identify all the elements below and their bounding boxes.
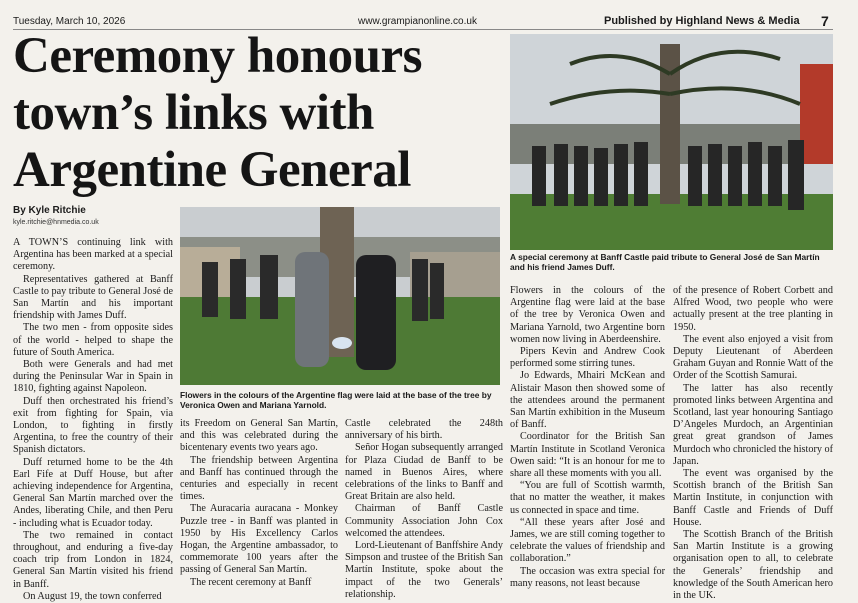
photo-caption: Flowers in the colours of the Argentine flag were laid at the base of the tree by Veronica Owen and Mariana Yarnold. xyxy=(180,390,492,410)
paragraph: of the presence of Robert Corbett and Alfred Wood, two people who were actually present at the tree planting in 1950. xyxy=(673,285,833,333)
website-url: www.grampianonline.co.uk xyxy=(358,16,477,27)
paragraph: Both were Generals and had met during the Peninsular War in Spain in 1810, fighting against Napoleon. xyxy=(13,359,173,395)
paragraph: Castle celebrated the 248th anniversary of his birth. xyxy=(345,418,503,442)
photo-flower-laying xyxy=(180,207,500,385)
paragraph: Lord-Lieutenant of Banffshire Andy Simpson and trustee of the British San Martín Institute, spoke about the impact of the two Generals’ relationship. xyxy=(345,540,503,600)
paragraph: Coordinator for the British San Martín Institute in Scotland Veronica Owen said: “It is an honour for me to share all these moments with you all. xyxy=(510,431,665,480)
headline: Ceremony honours town’s links with Argentine General xyxy=(13,28,422,198)
paragraph: A TOWN’S continuing link with Argentina has been marked at a special ceremony. xyxy=(13,237,173,273)
paragraph: On August 19, the town conferred xyxy=(23,590,162,602)
publisher-credit: Published by Highland News & Media xyxy=(604,15,800,27)
paragraph: Flowers in the colours of the Argentine flag were laid at the base of the tree by Veronica Owen and Mariana Yarnold, two Argentine born women now living in Aberdeenshire. xyxy=(510,285,665,345)
paragraph: The occasion was extra special for many reasons, not least because xyxy=(510,565,665,589)
article-column-2 xyxy=(180,418,338,589)
paragraph: The recent ceremony at Banff xyxy=(190,576,312,588)
article-column-5 xyxy=(673,285,833,602)
photo-caption: A special ceremony at Banff Castle paid tribute to General José de San Martín and his friend James Duff. xyxy=(510,252,820,272)
paragraph: Señor Hogan subsequently arranged for Plaza Ciudad de Banff to be named in Buenos Aires, where celebrations of the links to Banff and Great Britain are also held. xyxy=(345,442,503,503)
page-number: 7 xyxy=(821,13,829,29)
paragraph: Representatives gathered at Banff Castle to pay tribute to General José de San Martín and his important friendship with James Duff. xyxy=(13,273,173,322)
paragraph: The two men - from opposite sides of the world - helped to shape the future of South America. xyxy=(13,322,173,358)
paragraph: Pipers Kevin and Andrew Cook performed some stirring tunes. xyxy=(510,346,665,370)
paragraph: “You are full of Scottish warmth, that no matter the weather, it makes us connected in space and time. xyxy=(510,480,665,516)
paragraph: Jo Edwards, Mhairi McKean and Alistair Mason then showed some of the attendees around the permanent San Martín exhibition in the Museum of Banff. xyxy=(510,370,665,431)
author-email: kyle.ritchie@hnmedia.co.uk xyxy=(13,219,99,226)
paragraph: The Auracaria auracana - Monkey Puzzle tree - in Banff was planted in 1950 by His Excellency Carlos Hogan, the Argentine ambassador, to commemorate 100 years after the passing of General San Martín. xyxy=(180,503,338,576)
byline: By Kyle Ritchie xyxy=(13,205,86,216)
paragraph: The event was organised by the Scottish branch of the British San Martin Institute, in conjunction with Banff Castle and Friends of Duff House. xyxy=(673,468,833,528)
issue-date: Tuesday, March 10, 2026 xyxy=(13,16,126,27)
article-column-1 xyxy=(13,237,173,603)
article-column-3 xyxy=(345,418,503,601)
paragraph: The two remained in contact throughout, and enduring a five-day coach trip from London in 1824, General San Martín visited his friend in Banff. xyxy=(13,529,173,590)
paragraph: The Scottish Branch of the British San Martin Institute is a growing organisation open to all, to celebrate the Generals’ friendship and knowledge of the South American hero in the UK. xyxy=(673,529,833,602)
paragraph: Duff then orchestrated his friend’s exit from fighting for Spain, via London, to fighting in firstly Argentina, to free the country of their Spanish dictators. xyxy=(13,395,173,456)
article-column-4 xyxy=(510,285,665,590)
paragraph: Duff returned home to be the 4th Earl Fife at Duff House, but after achieving independence for Argentina, General San Martín marched over the Andes, liberating Chile, and then Peru - including what is Ecuador today. xyxy=(13,456,173,529)
photo-group-ceremony xyxy=(510,34,833,250)
paragraph: The friendship between Argentina and Banff has continued through the centuries and especially in recent times. xyxy=(180,454,338,503)
paragraph: “All these years after José and James, we are still coming together to celebrate the values of friendship and collaboration.” xyxy=(510,516,665,565)
paragraph: its Freedom on General San Martín, and this was celebrated during the bicentenary events two years ago. xyxy=(180,418,338,454)
paragraph: The event also enjoyed a visit from Deputy Lieutenant of Aberdeen Graham Guyan and Ronnie Watt of the Order of the Scottish Samurai. xyxy=(673,333,833,382)
paragraph: Chairman of Banff Castle Community Association John Cox welcomed the attendees. xyxy=(345,503,503,539)
paragraph: The latter has also recently promoted links between Argentina and Scotland, last year honouring Santiago D’Angeles Murdoch, an Argentinian great great grandson of James Murdoch who chronicled the history of Japan. xyxy=(673,382,833,467)
page-header xyxy=(0,0,858,28)
